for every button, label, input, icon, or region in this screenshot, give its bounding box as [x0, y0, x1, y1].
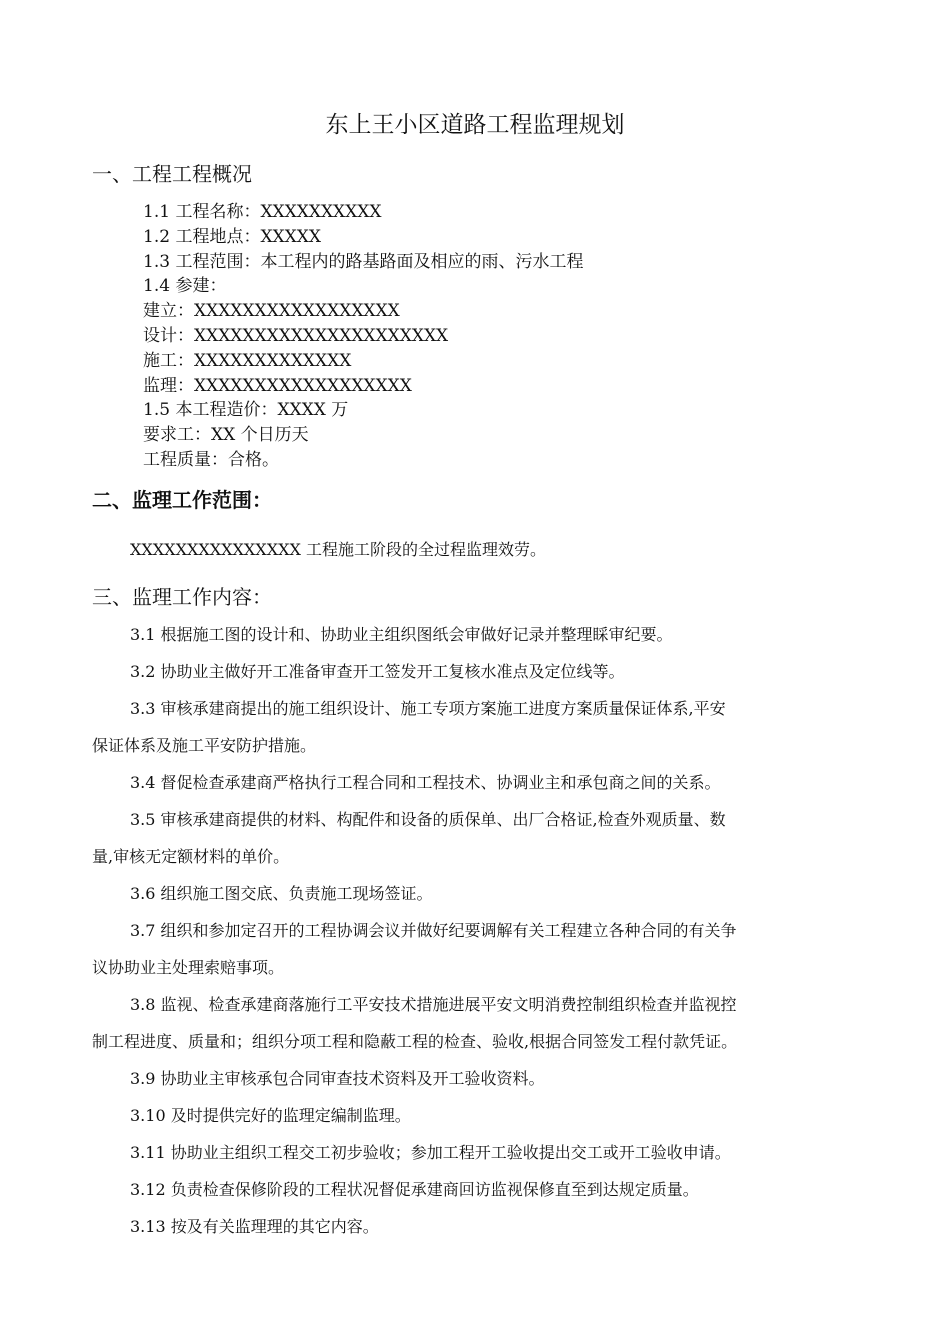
- list-item: 3.2 协助业主做好开工准备审查开工签发开工复核水准点及定位线等。: [130, 662, 625, 681]
- list-item: 3.9 协助业主审核承包合同审查技术资料及开工验收资料。: [130, 1069, 545, 1088]
- overview-line: 设计：XXXXXXXXXXXXXXXXXXXXX: [143, 325, 449, 346]
- section2-text: [92, 531, 860, 568]
- overview-line: 施工：XXXXXXXXXXXXX: [143, 350, 352, 371]
- list-item: 3.5 审核承建商提供的材料、构配件和设备的质保单、出厂合格证,检查外观质量、数: [130, 810, 726, 829]
- list-item-continuation: 保证体系及施工平安防护措施。: [92, 736, 317, 755]
- list-item: 3.11 协助业主组织工程交工初步验收；参加工程开工验收提出交工或开工验收申请。: [130, 1143, 731, 1162]
- section1-heading: 一、工程工程概况: [92, 162, 252, 186]
- overview-line: 1.1 工程名称：XXXXXXXXXX: [143, 202, 382, 222]
- list-item-continuation: 量,审核无定额材料的单价。: [92, 847, 290, 866]
- overview-line: 工程质量：合格。: [143, 449, 279, 470]
- overview-line: 1.2 工程地点：XXXXX: [143, 226, 321, 247]
- overview-line: 1.3 工程范围：本工程内的路基路面及相应的雨、污水工程: [143, 251, 584, 272]
- paragraph-line: XXXXXXXXXXXXXXX 工程施工阶段的全过程监理效劳。: [130, 540, 546, 559]
- overview-line: 1.5 本工程造价：XXXX 万: [143, 400, 349, 421]
- project-overview: [143, 200, 863, 473]
- list-item: 3.10 及时提供完好的监理定编制监理。: [130, 1106, 411, 1125]
- list-item: 3.1 根据施工图的设计和、协助业主组织图纸会审做好记录并整理睬审纪要。: [130, 625, 673, 644]
- document-title: 东上王小区道路工程监理规划: [325, 112, 625, 138]
- list-item: 3.13 按及有关监理理的其它内容。: [130, 1217, 379, 1236]
- section2-heading: 二、监理工作范围：: [92, 488, 272, 512]
- overview-line: 要求工：XX 个日历天: [143, 425, 309, 446]
- list-item: 3.6 组织施工图交底、负责施工现场签证。: [130, 884, 433, 903]
- overview-line: 1.4 参建：: [143, 276, 227, 297]
- overview-line: 建立：XXXXXXXXXXXXXXXXX: [143, 301, 400, 322]
- list-item: 3.3 审核承建商提出的施工组织设计、施工专项方案施工进度方案质量保证体系,平安: [130, 699, 726, 718]
- list-item: 3.7 组织和参加定召开的工程协调会议并做好纪要调解有关工程建立各种合同的有关争: [130, 921, 737, 940]
- section3-items: [92, 616, 860, 1245]
- list-item-continuation: 制工程进度、质量和；组织分项工程和隐蔽工程的检查、验收,根据合同签发工程付款凭证。: [92, 1032, 738, 1051]
- list-item-continuation: 议协助业主处理索赔事项。: [92, 958, 285, 977]
- list-item: 3.8 监视、检查承建商落施行工平安技术措施进展平安文明消费控制组织检查并监视控: [130, 995, 737, 1014]
- overview-line: 监理：XXXXXXXXXXXXXXXXXX: [143, 375, 412, 396]
- list-item: 3.12 负责检查保修阶段的工程状况督促承建商回访监视保修直至到达规定质量。: [130, 1180, 699, 1199]
- list-item: 3.4 督促检查承建商严格执行工程合同和工程技术、协调业主和承包商之间的关系。: [130, 773, 721, 792]
- section3-heading: 三、监理工作内容：: [92, 585, 272, 609]
